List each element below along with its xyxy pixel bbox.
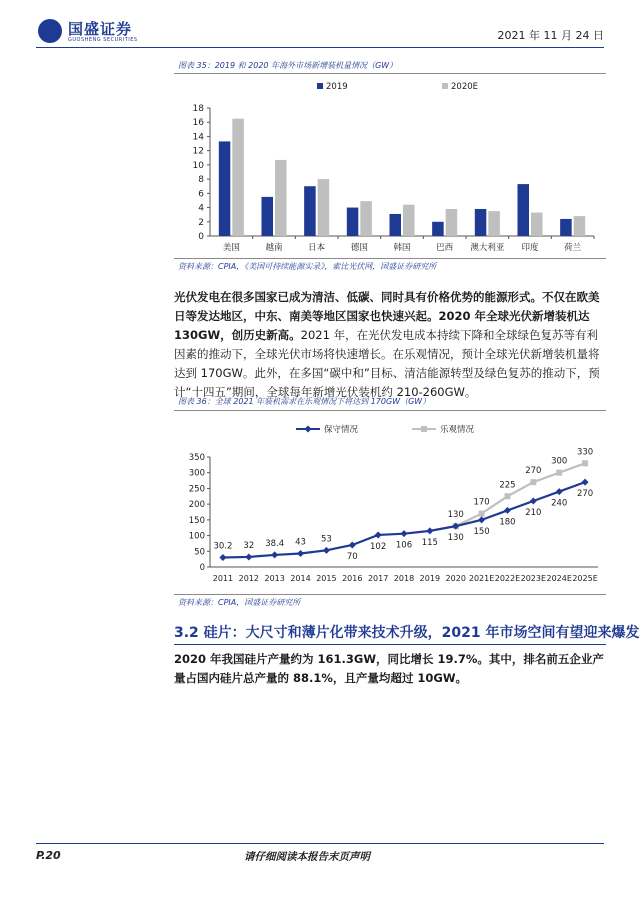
- bar-2020E: [446, 209, 458, 236]
- x-tick-label: 2013: [264, 574, 285, 583]
- y-tick-label: 0: [198, 232, 204, 242]
- point-保守情况: [349, 542, 356, 549]
- bar-2019: [475, 209, 487, 236]
- figure36-source: 资料来源：CPIA，国盛证券研究所: [178, 598, 301, 607]
- figure35-bottom-rule: [174, 258, 606, 259]
- data-label-保守情况: 270: [576, 489, 594, 500]
- x-tick-label: 2016: [342, 574, 363, 583]
- point-保守情况: [375, 531, 382, 538]
- data-label-乐观情况: 270: [525, 466, 542, 477]
- x-tick-label: 2015: [316, 574, 337, 583]
- bar-2019: [517, 184, 529, 236]
- bar-2020E: [574, 216, 586, 236]
- report-date: 2021 年 11 月 24 日: [497, 29, 604, 42]
- y-tick-label: 18: [192, 104, 204, 114]
- y-tick-label: 300: [188, 468, 205, 479]
- y-tick-label: 6: [198, 189, 204, 200]
- legend-swatch-2020e: [442, 83, 448, 89]
- y-tick-label: 14: [192, 132, 204, 143]
- data-label-乐观情况: 300: [551, 456, 568, 467]
- figure35-chart: [174, 76, 606, 256]
- figure35-source: 资料来源：CPIA，《美国可持续能源实录》，索比光伏网，国盛证券研究所: [178, 262, 437, 271]
- logo-subtitle: GUOSHENG SECURITIES: [68, 37, 138, 43]
- figure36-top-rule: [174, 410, 606, 411]
- x-tick-label: 2014: [290, 574, 311, 583]
- bar-2020E: [403, 205, 415, 236]
- y-tick-label: 16: [192, 118, 204, 129]
- figure35-legend: [317, 82, 478, 92]
- legend-marker-conservative: [305, 426, 312, 433]
- figure36-bottom-rule: [174, 594, 606, 595]
- point-保守情况: [530, 498, 537, 505]
- data-label-保守情况: 30.2: [213, 541, 233, 552]
- data-label-保守情况: 38.4: [265, 538, 285, 549]
- legend-marker-optimistic: [421, 426, 427, 432]
- data-label-保守情况: 70: [346, 552, 358, 562]
- figure35-bars: [219, 119, 585, 236]
- x-tick-label: 2025E: [572, 574, 598, 583]
- point-乐观情况: [504, 493, 510, 499]
- header-divider: [36, 47, 604, 48]
- point-保守情况: [582, 479, 589, 486]
- x-tick-label: 日本: [308, 243, 326, 253]
- x-tick-label: 德国: [350, 243, 368, 253]
- y-tick-label: 8: [198, 175, 204, 186]
- paragraph-2: 2020 年我国硅片产量约为 161.3GW，同比增长 19.7%。其中，排名前五企业产量占国内硅片总产量的 88.1%，且产量均超过 10GW。: [174, 652, 604, 685]
- section-rule: [174, 644, 606, 645]
- x-tick-label: 澳大利亚: [470, 243, 505, 253]
- page-number: P.20: [36, 849, 61, 862]
- bar-2019: [261, 197, 273, 236]
- x-tick-label: 2012: [238, 574, 259, 583]
- logo-name: 国盛证券: [68, 20, 133, 38]
- figure36-title: 图表 36：全球 2021 年装机需求在乐观情况下将达到 170GW（GW）: [178, 397, 431, 406]
- legend-label-optimistic: 乐观情况: [440, 425, 475, 435]
- point-乐观情况: [556, 470, 562, 476]
- y-tick-label: 350: [188, 453, 205, 463]
- point-保守情况: [219, 554, 226, 561]
- data-label-乐观情况: 225: [499, 480, 516, 491]
- line-乐观情况: [456, 463, 585, 526]
- y-tick-label: 0: [199, 563, 205, 573]
- x-tick-label: 2020: [445, 574, 466, 583]
- section-title: 3.2 硅片：大尺寸和薄片化带来技术升级，2021 年市场空间有望迎来爆发: [174, 625, 640, 641]
- x-tick-label: 越南: [265, 243, 283, 253]
- data-label-2020-shared: 130: [447, 510, 464, 521]
- point-保守情况: [504, 507, 511, 514]
- footer-divider: [36, 843, 604, 844]
- x-tick-label: 印度: [521, 243, 539, 253]
- bar-2020E: [531, 213, 543, 236]
- legend-label-2020e: 2020E: [451, 82, 479, 92]
- y-tick-label: 10: [192, 160, 204, 171]
- paragraph-1: [174, 288, 606, 402]
- y-tick-label: 4: [198, 203, 204, 214]
- x-tick-label: 2023E: [520, 574, 547, 583]
- y-tick-label: 100: [188, 531, 205, 542]
- data-label-保守情况: 53: [320, 534, 332, 545]
- bar-2019: [389, 214, 401, 236]
- bar-2019: [560, 219, 572, 236]
- bar-2020E: [488, 211, 500, 236]
- figure36-legend: [296, 424, 475, 435]
- x-tick-label: 韩国: [393, 243, 411, 253]
- bar-2019: [432, 222, 444, 236]
- legend-swatch-2019: [317, 83, 323, 89]
- x-tick-label: 美国: [222, 243, 240, 253]
- paragraph-1-normal: 2021 年，在光伏发电成本持续下降和全球绿色复苏等有利因素的推动下，全球光伏市场将快速增长。在乐观情况，预计全球光伏新增装机量将达到 170GW。此外，在多国“碳中和”目标、清洁能源转型及绿色复苏的推动下，预计“十四五”期间，全球每年新增光伏装机约 210-260GW。: [174, 328, 600, 399]
- data-label-保守情况: 180: [499, 517, 516, 528]
- figure35-title: 图表 35：2019 和 2020 年海外市场新增装机量情况（GW）: [178, 61, 398, 70]
- figure35-top-rule: [174, 73, 606, 74]
- bar-2019: [347, 208, 359, 236]
- logo-icon: [38, 19, 62, 43]
- data-label-保守情况: 102: [370, 541, 387, 552]
- y-tick-label: 12: [192, 146, 204, 157]
- x-tick-label: 2011: [212, 574, 234, 583]
- figure36-labels: [189, 447, 598, 583]
- bar-2020E: [360, 201, 372, 236]
- bar-2019: [219, 141, 231, 236]
- data-label-乐观情况: 330: [576, 447, 594, 458]
- data-label-乐观情况: 170: [473, 497, 490, 508]
- x-tick-label: 荷兰: [564, 243, 582, 253]
- x-tick-label: 2017: [367, 574, 389, 583]
- data-label-保守情况: 210: [525, 508, 542, 518]
- y-tick-label: 250: [188, 484, 205, 495]
- data-label-保守情况: 32: [243, 540, 255, 551]
- point-保守情况: [323, 547, 330, 554]
- x-tick-label: 2018: [393, 574, 415, 583]
- data-label-保守情况: 240: [551, 498, 568, 509]
- data-label-保守情况: 106: [395, 540, 413, 551]
- bar-2020E: [232, 119, 244, 236]
- point-保守情况: [478, 516, 485, 523]
- figure36-chart: [174, 413, 606, 593]
- footer-disclaimer: 请仔细阅读本报告末页声明: [244, 851, 370, 863]
- data-label-保守情况: 150: [473, 526, 490, 537]
- legend-label-2019: 2019: [326, 82, 348, 92]
- point-保守情况: [556, 488, 563, 495]
- y-tick-label: 50: [194, 547, 205, 558]
- x-tick-label: 巴西: [436, 243, 454, 253]
- point-乐观情况: [479, 511, 485, 517]
- x-tick-label: 2024E: [546, 574, 572, 583]
- point-保守情况: [271, 551, 278, 558]
- bar-2020E: [275, 160, 287, 236]
- x-tick-label: 2019: [419, 574, 441, 583]
- point-乐观情况: [530, 479, 536, 485]
- x-tick-label: 2021E: [468, 574, 495, 583]
- point-保守情况: [297, 550, 304, 557]
- y-tick-label: 150: [188, 515, 205, 526]
- data-label-保守情况: 115: [421, 537, 438, 548]
- x-tick-label: 2022E: [494, 574, 521, 583]
- bar-2020E: [318, 179, 330, 236]
- bar-2019: [304, 186, 316, 236]
- paragraph-1-bold: 光伏发电在很多国家已成为清洁、低碳、同时具有价格优势的能源形式。不仅在欧美日等发达地区，中东、南美等地区国家也快速兴起。2020 年全球光伏新增装机达 130GW，创历史新高。: [174, 290, 600, 342]
- point-乐观情况: [582, 460, 588, 466]
- point-保守情况: [426, 527, 433, 534]
- data-label-保守情况: 130: [447, 533, 464, 544]
- point-保守情况: [401, 530, 408, 537]
- data-label-保守情况: 43: [295, 537, 306, 548]
- y-tick-label: 200: [188, 500, 205, 511]
- y-tick-label: 2: [198, 217, 204, 228]
- legend-label-conservative: 保守情况: [324, 425, 359, 435]
- point-保守情况: [245, 553, 252, 560]
